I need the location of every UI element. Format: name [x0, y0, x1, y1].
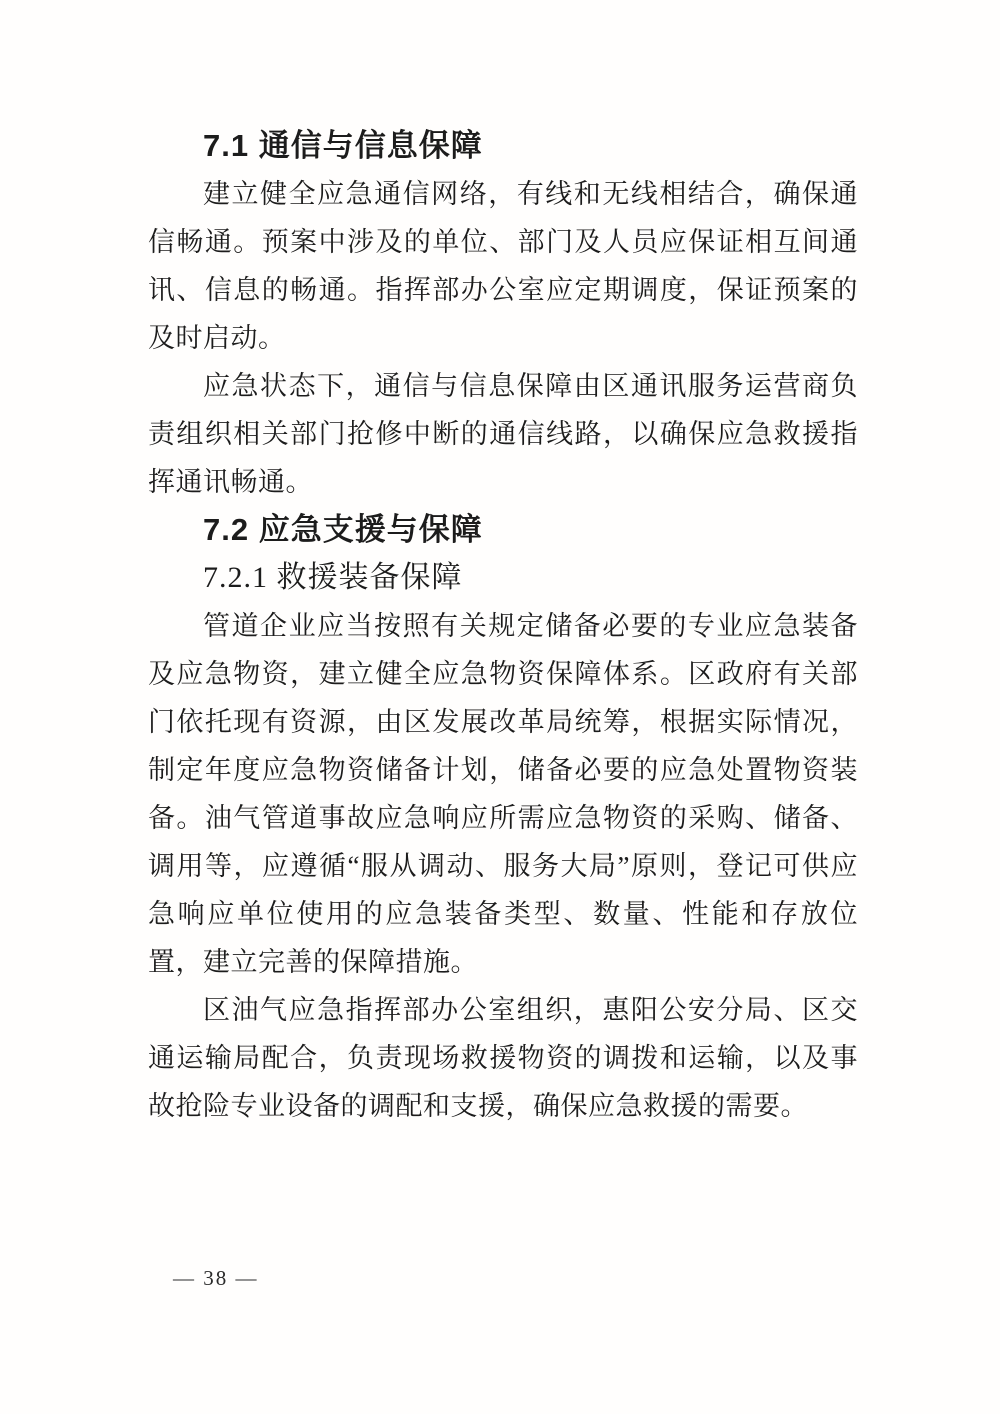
document-content: [148, 122, 858, 1130]
sub-heading-7-2-1: 7.2.1 救援装备保障: [203, 561, 463, 594]
page-footer: [173, 1266, 259, 1291]
paragraph-communication-network: 建立健全应急通信网络，有线和无线相结合，确保通信畅通。预案中涉及的单位、部门及人员应保证相互间通讯、信息的畅通。指挥部办公室应定期调度，保证预案的及时启动。: [148, 179, 858, 353]
paragraph-rescue-equipment-reserve: 管道企业应当按照有关规定储备必要的专业应急装备及应急物资，建立健全应急物资保障体系。区政府有关部门依托现有资源，由区发展改革局统筹，根据实际情况，制定年度应急物资储备计划，储备必要的应急处置物资装备。油气管道事故应急响应所需应急物资的采购、储备、调用等，应遵循“服从调动、服务大局”原则，登记可供应急响应单位使用的应急装备类型、数量、性能和存放位置，建立完善的保障措施。: [148, 611, 858, 977]
paragraph-material-dispatch-transport: 区油气应急指挥部办公室组织，惠阳公安分局、区交通运输局配合，负责现场救援物资的调拨和运输，以及事故抢险专业设备的调配和支援，确保应急救援的需要。: [148, 995, 858, 1121]
paragraph-emergency-state-communication: 应急状态下，通信与信息保障由区通讯服务运营商负责组织相关部门抢修中断的通信线路，以确保应急救援指挥通讯畅通。: [148, 371, 858, 497]
page-number: — 38 —: [173, 1266, 259, 1290]
section-heading-7-2: 7.2 应急支援与保障: [203, 512, 483, 547]
section-heading-7-1: 7.1 通信与信息保障: [203, 128, 483, 163]
